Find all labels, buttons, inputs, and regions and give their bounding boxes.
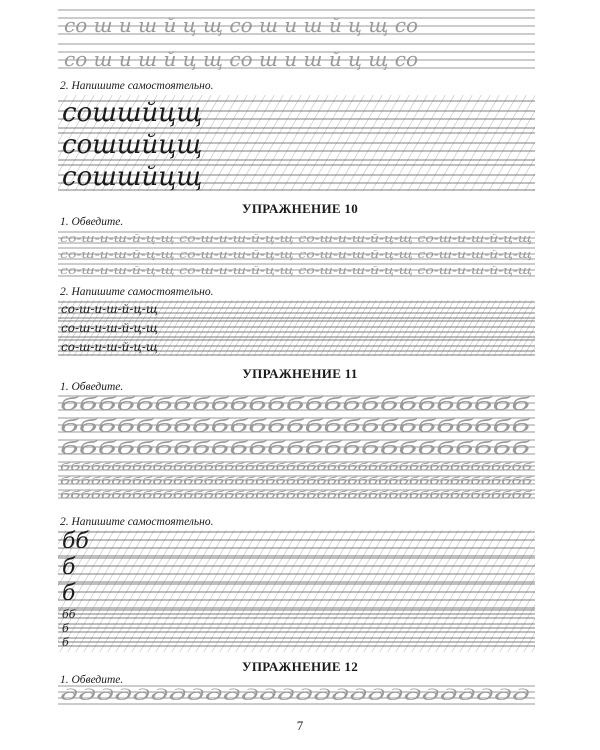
writing-band-ex10 xyxy=(58,300,535,356)
sample-word: со-ш-и-ш-й-ц-щ xyxy=(61,302,158,316)
trace-row: со-ш-и-ш-й-ц-щ со-ш-и-ш-й-ц-щ со-ш-и-ш-й-ц-щ со-ш-и-ш-й-ц-щ xyxy=(60,231,532,245)
trace-row: бббббббббббббббббббббббббббббббббббббббббббббб xyxy=(60,463,313,473)
hatched-lines xyxy=(58,95,535,191)
trace-row: дддддддддддддддддддддддддд xyxy=(60,686,530,704)
sample-word: сошшйцщ xyxy=(62,130,203,160)
instruction-trace: 1. Обведите. xyxy=(60,381,124,393)
instruction-write: 2. Напишите самостоятельно. xyxy=(60,286,214,298)
ruled-lines xyxy=(58,4,535,72)
sample-word: со-ш-и-ш-й-ц-щ xyxy=(61,321,158,335)
instruction-trace: 1. Обведите. xyxy=(60,216,124,228)
hatched-lines xyxy=(58,530,535,652)
trace-row: со-ш-и-ш-й-ц-щ со-ш-и-ш-й-ц-щ со-ш-и-ш-й-ц-щ со-ш-и-ш-й-ц-щ xyxy=(60,263,532,277)
sample-letter: б xyxy=(62,581,76,606)
trace-band-ex12 xyxy=(58,684,535,706)
sample-letter: бб xyxy=(62,608,76,621)
instruction-write: 2. Напишите самостоятельно. xyxy=(60,516,214,528)
sample-word: сошшйцщ xyxy=(62,98,203,128)
hatched-lines xyxy=(58,300,535,356)
writing-band-ex11 xyxy=(58,530,535,652)
exercise-title: УПРАЖНЕНИЕ 10 xyxy=(242,201,358,216)
sample-word: сошшйцщ xyxy=(62,162,203,191)
exercise-title: УПРАЖНЕНИЕ 11 xyxy=(242,366,358,381)
ruled-lines xyxy=(58,394,535,512)
sample-letter: б xyxy=(62,555,76,580)
sample-letter: б xyxy=(62,622,69,635)
writing-band-large xyxy=(58,95,535,191)
sample-word: со-ш-и-ш-й-ц-щ xyxy=(61,340,158,354)
sample-letter: б xyxy=(62,636,69,649)
sample-letter: бб xyxy=(62,530,89,554)
trace-row: со ш и ш й ц щ со ш и ш й ц щ со xyxy=(64,47,418,71)
page-number: 7 xyxy=(296,718,304,733)
trace-row: ббббббббббббббббббббббббб xyxy=(60,395,532,415)
trace-row: бббббббббббббббббббббббббббббббббббббббббббббб xyxy=(60,491,313,501)
ruled-lines xyxy=(58,684,535,706)
trace-row: ббббббббббббббббббббббббб xyxy=(60,439,532,459)
exercise-title: УПРАЖНЕНИЕ 12 xyxy=(242,659,358,674)
instruction-write: 2. Напишите самостоятельно. xyxy=(60,80,214,92)
trace-row: ббббббббббббббббббббббббб xyxy=(60,417,532,437)
trace-band-ex11 xyxy=(58,394,535,512)
trace-row: со ш и ш й ц щ со ш и ш й ц щ со xyxy=(64,13,418,37)
instruction-trace: 1. Обведите. xyxy=(60,674,124,686)
trace-row: бббббббббббббббббббббббббббббббббббббббббббббб xyxy=(60,477,313,487)
ruled-lines xyxy=(58,230,535,278)
trace-band-top xyxy=(58,4,535,72)
trace-band-ex10 xyxy=(58,230,535,278)
trace-row: со-ш-и-ш-й-ц-щ со-ш-и-ш-й-ц-щ со-ш-и-ш-й-ц-щ со-ш-и-ш-й-ц-щ xyxy=(60,247,532,261)
